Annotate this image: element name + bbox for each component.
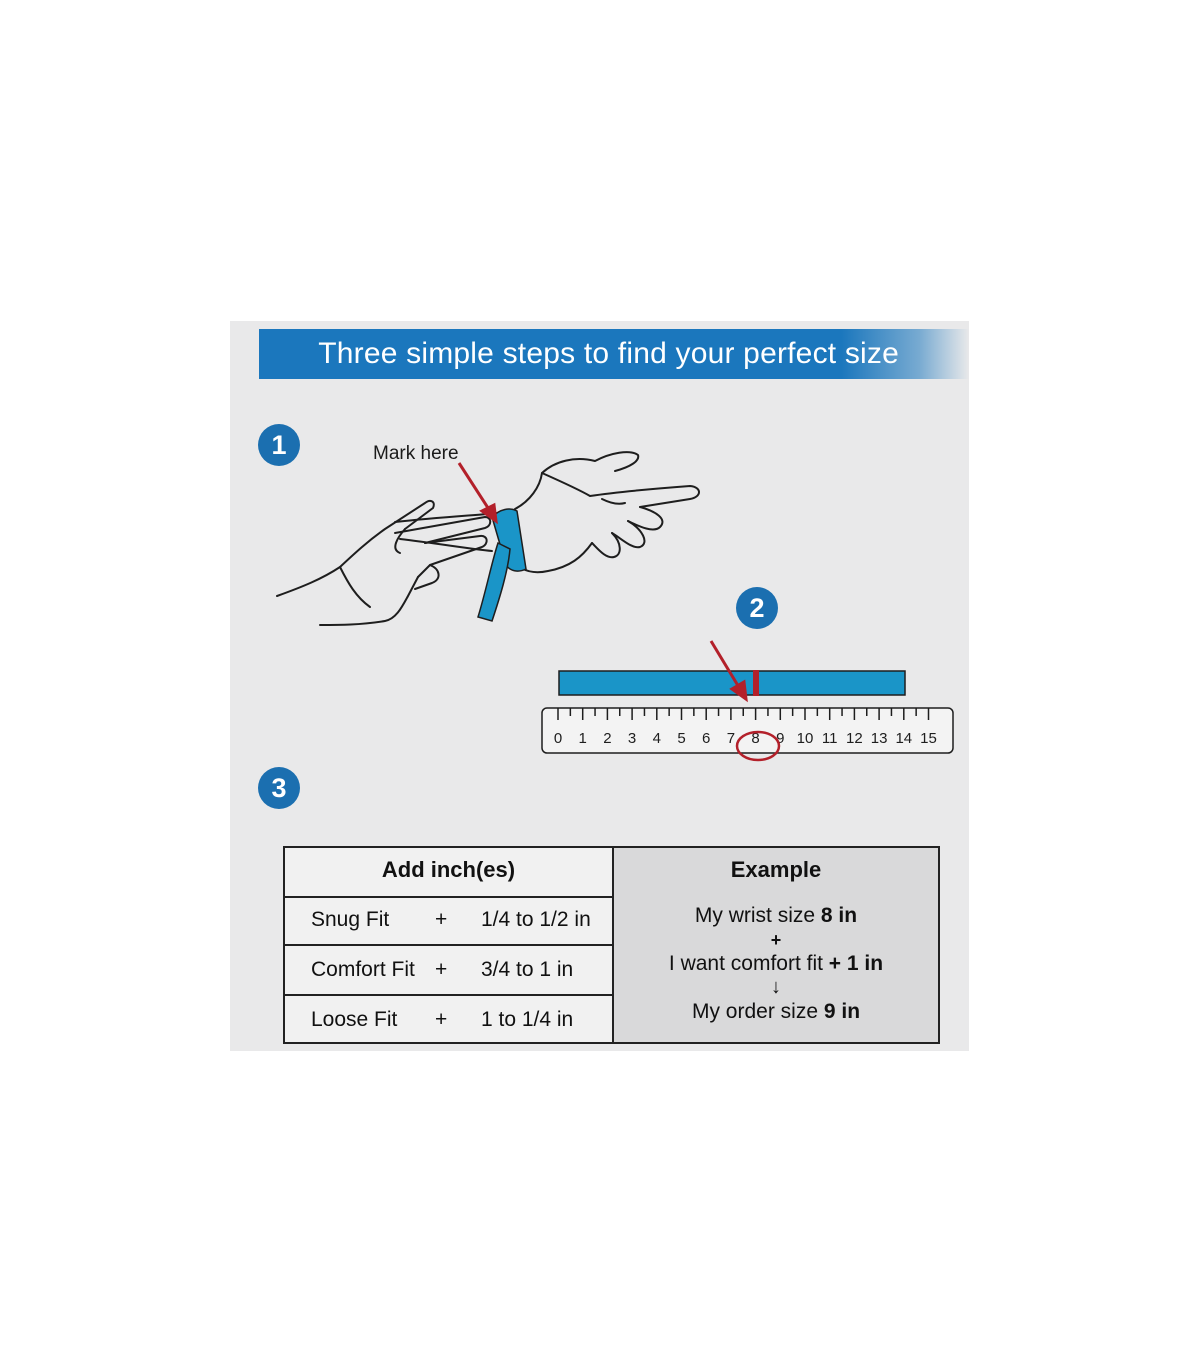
ruler-number: 15	[920, 730, 937, 747]
wrist-hand-illustration	[395, 452, 699, 572]
ruler-number: 2	[603, 730, 612, 747]
fit-amount: 1/4 to 1/2 in	[481, 908, 591, 931]
fit-name: Comfort Fit	[311, 958, 415, 981]
example-wrist-line	[614, 904, 938, 928]
example-header: Example	[730, 857, 822, 882]
fit-column	[285, 848, 614, 1042]
fit-plus: +	[435, 1008, 448, 1031]
example-text: My order size	[691, 1000, 824, 1023]
ruler-number: 9	[776, 730, 785, 747]
ruler-number: 5	[677, 730, 686, 747]
illustration-area	[230, 321, 969, 841]
fit-plus: +	[435, 908, 448, 931]
measuring-tape-wrist	[478, 509, 526, 621]
ruler-number: 8	[751, 730, 760, 747]
ruler-number: 10	[796, 730, 814, 747]
strip-mark	[753, 670, 759, 696]
example-fit-line	[614, 952, 938, 976]
ruler-number: 11	[821, 730, 838, 747]
mark-arrow	[459, 463, 496, 521]
example-text: I want comfort fit	[668, 952, 829, 975]
example-order-line	[614, 1000, 938, 1024]
down-arrow-icon: ↓	[771, 976, 781, 998]
ruler-number: 12	[846, 730, 863, 747]
mark-here-label: Mark here	[373, 443, 459, 464]
ruler-number: 1	[578, 730, 587, 747]
size-guide-panel	[230, 321, 969, 1051]
fit-amount: 3/4 to 1 in	[481, 958, 574, 981]
ruler-number: 6	[702, 730, 711, 747]
ruler-number: 7	[726, 730, 736, 747]
ruler-number: 0	[553, 730, 563, 747]
example-plus: +	[770, 930, 782, 950]
ruler-number: 13	[870, 730, 888, 747]
ruler-number: 3	[627, 730, 637, 747]
step-3-badge: 3	[258, 767, 300, 809]
fit-amount: 1 to 1/4 in	[481, 1008, 574, 1031]
fit-name: Snug Fit	[311, 908, 390, 931]
add-inches-header: Add inch(es)	[285, 848, 612, 898]
ruler-number: 14	[895, 730, 913, 747]
banner-title: Three simple steps to find your perfect size	[318, 337, 899, 370]
fit-plus: +	[435, 958, 448, 981]
ruler-number: 4	[652, 730, 661, 747]
fit-name: Loose Fit	[311, 1008, 398, 1031]
size-table	[283, 846, 940, 1044]
table-row	[285, 996, 612, 1044]
example-value: 9 in	[823, 1000, 861, 1023]
step-1-badge: 1	[258, 424, 300, 466]
example-value: + 1 in	[828, 952, 884, 975]
example-column	[614, 848, 938, 1042]
step-2-badge: 2	[736, 587, 778, 629]
table-row	[285, 946, 612, 996]
example-text: My wrist size	[694, 904, 821, 927]
example-value: 8 in	[820, 904, 858, 927]
measuring-hand-illustration	[277, 501, 490, 625]
table-row	[285, 896, 612, 946]
